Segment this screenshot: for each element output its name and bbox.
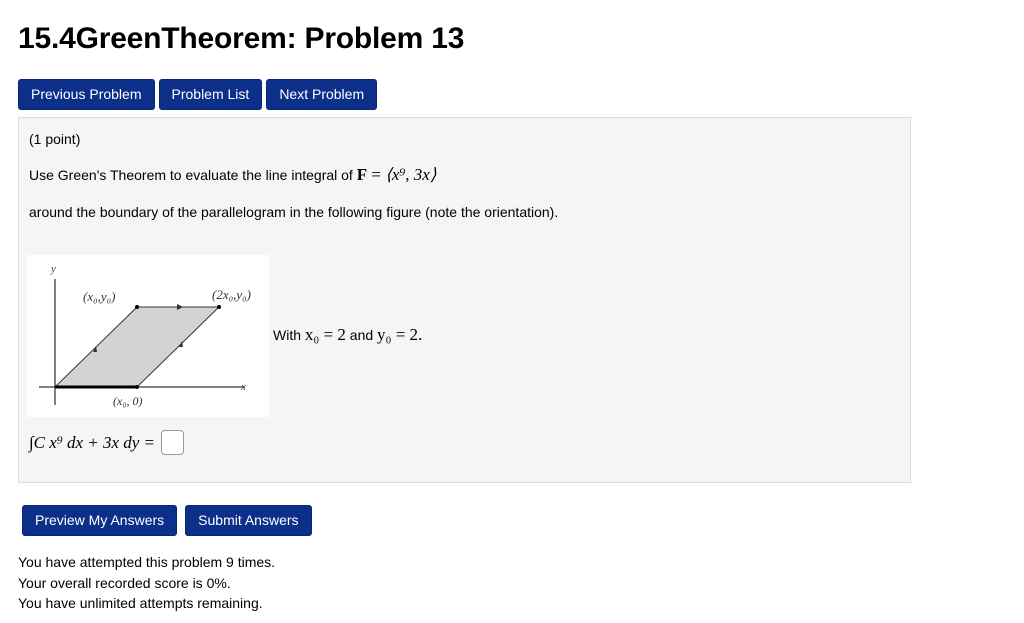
attempts-remaining: You have unlimited attempts remaining. <box>18 595 263 611</box>
y-axis-label: y <box>51 263 56 275</box>
with-prefix: With <box>273 327 305 343</box>
parallelogram-diagram <box>27 255 269 417</box>
answer-actions <box>22 505 312 536</box>
answer-input[interactable] <box>161 430 184 455</box>
answer-row <box>29 430 184 455</box>
top-left-vertex-label: (x₀,y₀) <box>83 289 116 304</box>
problem-navigation <box>18 79 377 110</box>
vertex-top-right <box>217 305 221 309</box>
submit-answers-button[interactable]: Submit Answers <box>185 505 311 536</box>
vertex-top-left <box>135 305 139 309</box>
x0-value: x₀ = 2 <box>304 325 346 344</box>
bottom-vertex-label: (x₀, 0) <box>113 394 143 408</box>
problem-statement-line-2: around the boundary of the parallelogram in the following figure (note the orientation). <box>29 204 559 220</box>
field-symbol: F <box>356 165 368 184</box>
attempt-count: You have attempted this problem 9 times. <box>18 554 276 570</box>
recorded-score: Your overall recorded score is 0%. <box>18 574 231 591</box>
parallelogram-region <box>55 307 219 387</box>
problem-panel <box>18 117 911 483</box>
top-right-vertex-label: (2x₀,y₀) <box>212 287 251 302</box>
next-problem-button[interactable]: Next Problem <box>266 79 377 110</box>
problem-statement-line-1 <box>29 165 436 185</box>
vertex-bottom <box>135 385 139 389</box>
x-axis-label: x <box>241 381 246 393</box>
intro-text: Use Green's Theorem to evaluate the line integral of <box>29 167 357 183</box>
problem-list-button[interactable]: Problem List <box>159 79 263 110</box>
preview-answers-button[interactable]: Preview My Answers <box>22 505 177 536</box>
given-values <box>273 325 422 345</box>
line-integral-expression: ∫C x⁹ dx + 3x dy = <box>29 432 156 452</box>
and-word: and <box>345 327 378 343</box>
parallelogram-figure <box>27 255 269 417</box>
equals-sign: = <box>367 165 386 184</box>
page-title: 15.4GreenTheorem: Problem 13 <box>18 22 465 55</box>
y0-value: y₀ = 2. <box>377 325 423 344</box>
attempt-status <box>18 552 275 614</box>
point-value: (1 point) <box>29 131 81 147</box>
previous-problem-button[interactable]: Previous Problem <box>18 79 155 110</box>
vector-field: ⟨x⁹, 3x⟩ <box>385 165 437 184</box>
